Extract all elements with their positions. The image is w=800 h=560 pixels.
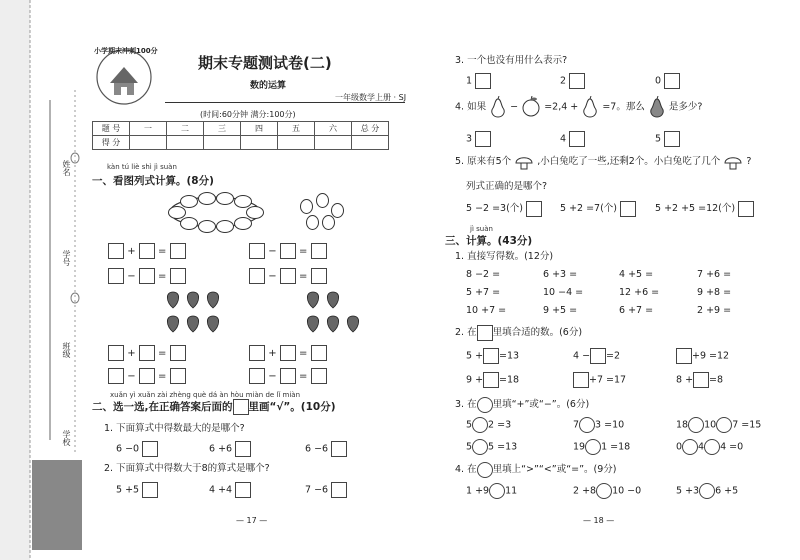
eq-row2-left	[108, 268, 186, 284]
score-cell[interactable]	[352, 136, 389, 150]
answer-checkbox[interactable]	[569, 131, 585, 147]
compare-item	[573, 483, 641, 499]
q2-1-option-c	[305, 441, 347, 457]
answer-checkbox[interactable]	[475, 73, 491, 89]
calc-item: 9 +8 =	[697, 287, 732, 298]
mushroom-icon	[723, 154, 743, 170]
sign-c: 7 =15	[732, 419, 762, 431]
score-cell[interactable]	[315, 136, 352, 150]
answer-box[interactable]	[280, 243, 296, 259]
q5-option-b	[560, 200, 636, 217]
compare-item	[676, 483, 738, 499]
left-page-number: — 17 —	[236, 516, 268, 525]
section3-sub4	[455, 461, 616, 478]
equals: =	[157, 371, 167, 382]
fill-item	[573, 348, 620, 364]
score-cell[interactable]	[167, 136, 204, 150]
sign-item	[676, 439, 743, 455]
score-cell[interactable]	[130, 136, 167, 150]
egg-icon	[316, 193, 329, 208]
score-header-cell: 四	[241, 122, 278, 136]
score-header-cell: 一	[130, 122, 167, 136]
answer-box[interactable]	[573, 372, 589, 388]
mushroom-icon	[514, 154, 534, 170]
calc-item: 9 +5 =	[543, 305, 578, 316]
operator: +	[127, 246, 136, 257]
operator: −	[127, 271, 136, 282]
answer-box[interactable]	[249, 268, 265, 284]
answer-checkbox[interactable]	[526, 201, 542, 217]
cmp-a: 1 +9	[466, 485, 490, 497]
answer-checkbox[interactable]	[331, 441, 347, 457]
answer-circle[interactable]	[489, 483, 505, 499]
sign-a: 5	[466, 419, 473, 431]
right-page-number: — 18 —	[583, 516, 615, 525]
sign-item	[573, 439, 630, 455]
egg-icon	[306, 215, 319, 230]
answer-checkbox[interactable]	[620, 201, 636, 217]
sidebar-decoration	[0, 0, 85, 560]
option-text: 6 −6	[305, 443, 329, 455]
equals: =	[298, 348, 308, 359]
q2-1-option-a	[116, 441, 158, 457]
question-2-2: 2. 下面算式中得数大于8的算式是哪个?	[104, 463, 270, 474]
egg-icon	[180, 217, 198, 230]
answer-checkbox[interactable]	[331, 482, 347, 498]
sign-a: 19	[573, 441, 586, 453]
operator: −	[127, 371, 136, 382]
section3-pinyin: jì suàn	[470, 225, 493, 233]
option-text: 4 +4	[209, 484, 233, 496]
sign-a: 5	[466, 441, 473, 453]
sub2-text: 里填合适的数。(6分)	[492, 327, 583, 338]
calc-item: 10 +7 =	[466, 305, 507, 316]
answer-circle[interactable]	[704, 439, 720, 455]
apple-icon	[521, 96, 541, 118]
score-cell[interactable]	[204, 136, 241, 150]
q5-subquestion: 列式正确的是哪个?	[466, 181, 548, 192]
answer-box[interactable]	[693, 372, 709, 388]
option-text: 5 +2 +5 =12(个)	[655, 203, 736, 214]
sub4-text: 4. 在	[455, 464, 477, 475]
option-text: 7 −6	[305, 484, 329, 496]
fill-pre: 9 +	[466, 374, 484, 386]
answer-checkbox[interactable]	[664, 73, 680, 89]
cmp-a: 5 +3	[676, 485, 700, 497]
sign-a: 18	[676, 419, 689, 431]
grade-label: 一年级数学上册 · SJ	[335, 93, 407, 102]
sign-item	[676, 417, 761, 433]
option-text: 3	[466, 133, 473, 145]
page-title: 期末专题测试卷(二)	[198, 54, 332, 72]
egg-icon	[246, 206, 264, 219]
fill-post: =2	[606, 350, 621, 362]
option-text: 1	[466, 75, 473, 87]
pear-icon	[581, 96, 599, 118]
egg-icon	[322, 215, 335, 230]
answer-checkbox[interactable]	[235, 482, 251, 498]
answer-box[interactable]	[108, 243, 124, 259]
q4-text: =7。那么	[602, 101, 645, 113]
time-info: (时间:60分钟 满分:100分)	[200, 110, 296, 119]
answer-checkbox[interactable]	[664, 131, 680, 147]
calc-item: 8 −2 =	[466, 269, 501, 280]
egg-icon	[198, 220, 216, 233]
answer-checkbox[interactable]	[738, 201, 754, 217]
answer-circle[interactable]	[472, 417, 488, 433]
eggs-group-picture	[298, 193, 348, 233]
answer-circle[interactable]	[596, 483, 612, 499]
answer-circle[interactable]	[472, 439, 488, 455]
option-text: 5 +2 =7(个)	[560, 203, 618, 214]
answer-checkbox[interactable]	[475, 131, 491, 147]
answer-checkbox[interactable]	[142, 441, 158, 457]
fill-item	[466, 372, 519, 388]
sub4-text: 里填上“>”“<”或“=”。(9分)	[492, 464, 617, 475]
side-label-id: 学号	[62, 250, 71, 266]
answer-box[interactable]	[139, 345, 155, 361]
answer-checkbox[interactable]	[235, 441, 251, 457]
answer-box[interactable]	[139, 368, 155, 384]
answer-box[interactable]	[249, 345, 265, 361]
option-text: 4	[560, 133, 567, 145]
q5-option-c	[655, 200, 754, 217]
answer-box[interactable]	[311, 243, 327, 259]
sign-item	[573, 417, 624, 433]
answer-box[interactable]	[108, 268, 124, 284]
section3-sub2	[455, 324, 582, 341]
pear-icon	[489, 96, 507, 118]
option-text: 5 −2 =3(个)	[466, 203, 524, 214]
cmp-b: 10 −0	[612, 485, 642, 497]
q5-text: ,小白兔吃了一些,还剩2个。小白兔吃了几个	[537, 156, 721, 167]
calc-item: 2 +9 =	[697, 305, 732, 316]
side-label-class: 班级	[62, 342, 71, 358]
fill-post: =18	[499, 374, 520, 386]
eggs-loop-picture	[165, 192, 265, 232]
sign-item	[466, 439, 517, 455]
fill-item	[676, 348, 729, 364]
answer-box[interactable]	[280, 268, 296, 284]
q2-2-option-b	[209, 482, 251, 498]
answer-box[interactable]	[676, 348, 692, 364]
eq-row4-right	[249, 368, 327, 384]
sign-b: 4	[698, 441, 705, 453]
egg-icon	[331, 203, 344, 218]
cmp-b: 6 +5	[715, 485, 739, 497]
sign-b: 1 =18	[601, 441, 631, 453]
answer-circle[interactable]	[688, 417, 704, 433]
eq-row2-right	[249, 268, 327, 284]
side-label-school: 学校	[62, 430, 71, 446]
q3-option-c	[655, 73, 680, 89]
side-label-name: 姓名	[62, 160, 71, 176]
calc-item: 12 +6 =	[619, 287, 660, 298]
fill-post: +7 =17	[589, 374, 627, 386]
sign-b: 2 =3	[488, 419, 512, 431]
equals: =	[298, 246, 308, 257]
calc-item: 6 +7 =	[619, 305, 654, 316]
eq-row3-left	[108, 345, 186, 361]
answer-box[interactable]	[483, 372, 499, 388]
option-text: 5	[655, 133, 662, 145]
operator: +	[127, 348, 136, 359]
answer-box[interactable]	[280, 345, 296, 361]
answer-circle[interactable]	[579, 417, 595, 433]
answer-box[interactable]	[108, 345, 124, 361]
answer-box[interactable]	[170, 243, 186, 259]
egg-icon	[300, 199, 313, 214]
sign-a: 0	[676, 441, 683, 453]
q5-text: ?	[746, 156, 752, 167]
answer-box[interactable]	[311, 345, 327, 361]
q5-text: 5. 原来有5个	[455, 156, 512, 167]
calc-item: 7 +6 =	[697, 269, 732, 280]
answer-checkbox[interactable]	[142, 482, 158, 498]
section2-title-part1: 二、选一选,在正确答案后面的	[92, 401, 233, 413]
section2-title-part2: 里画“√”。(10分)	[248, 401, 336, 413]
sign-b: 5 =13	[488, 441, 518, 453]
brand-logo	[92, 45, 157, 105]
section1-title: 一、看图列式计算。(8分)	[92, 175, 214, 187]
answer-box[interactable]	[108, 368, 124, 384]
q4-text: 4. 如果	[455, 101, 487, 113]
sign-c: 4 =0	[720, 441, 744, 453]
q5-option-a	[466, 200, 542, 217]
sub3-text: 里填“+”或“−”。(6分)	[492, 399, 590, 410]
option-text: 6 +6	[209, 443, 233, 455]
equals: =	[298, 271, 308, 282]
fill-post: =13	[499, 350, 520, 362]
score-header-cell: 六	[315, 122, 352, 136]
egg-icon	[198, 192, 216, 205]
q4-text: −	[510, 101, 519, 113]
score-header-cell: 总 分	[352, 122, 389, 136]
operator: −	[268, 246, 277, 257]
answer-box[interactable]	[170, 345, 186, 361]
question-2-1: 1. 下面算式中得数最大的是哪个?	[104, 423, 245, 434]
equals: =	[157, 246, 167, 257]
fill-post: =8	[709, 374, 724, 386]
circle-symbol	[477, 397, 493, 413]
sign-b: 10	[704, 419, 717, 431]
eq-row1-left	[108, 243, 186, 259]
answer-circle[interactable]	[682, 439, 698, 455]
operator: −	[268, 371, 277, 382]
answer-box[interactable]	[249, 368, 265, 384]
calc-item: 4 +5 =	[619, 269, 654, 280]
q4-option-b	[560, 131, 585, 147]
calc-item: 10 −4 =	[543, 287, 584, 298]
answer-box[interactable]	[170, 368, 186, 384]
score-header-cell: 五	[278, 122, 315, 136]
sub3-text: 3. 在	[455, 399, 477, 410]
pear-icon	[648, 96, 666, 118]
strawberry-icon	[305, 288, 365, 338]
compare-item	[466, 483, 517, 499]
logo-text: 小学期末冲刺100分	[94, 47, 158, 55]
question-q3: 3. 一个也没有用什么表示?	[455, 55, 568, 66]
answer-box[interactable]	[139, 268, 155, 284]
strawberries-right-picture	[305, 288, 365, 338]
score-cell[interactable]	[278, 136, 315, 150]
section2-pinyin: xuǎn yì xuǎn zài zhèng què dá àn hòu miàn de lǐ miàn	[110, 391, 301, 399]
egg-icon	[234, 217, 252, 230]
q3-option-a	[466, 73, 491, 89]
option-text: 2	[560, 75, 567, 87]
question-q5	[455, 153, 751, 171]
section2-title	[92, 399, 336, 415]
strawberry-icon	[165, 288, 245, 338]
egg-icon	[180, 195, 198, 208]
score-header-cell: 题 号	[93, 122, 130, 136]
answer-circle[interactable]	[699, 483, 715, 499]
answer-box[interactable]	[483, 348, 499, 364]
answer-box[interactable]	[249, 243, 265, 259]
answer-box[interactable]	[170, 268, 186, 284]
operator: +	[268, 348, 277, 359]
eq-row1-right	[249, 243, 327, 259]
cmp-a: 2 +8	[573, 485, 597, 497]
answer-box[interactable]	[311, 368, 327, 384]
answer-circle[interactable]	[585, 439, 601, 455]
binding-sidebar	[0, 0, 85, 560]
answer-circle[interactable]	[716, 417, 732, 433]
answer-box[interactable]	[311, 268, 327, 284]
calc-item: 6 +3 =	[543, 269, 578, 280]
fill-post: +9 =12	[692, 350, 730, 362]
q4-text: 是多少?	[668, 101, 703, 113]
eq-row4-left	[108, 368, 186, 384]
equals: =	[157, 271, 167, 282]
score-row-label: 得 分	[93, 136, 130, 150]
fill-item	[466, 348, 519, 364]
option-text: 0	[655, 75, 662, 87]
q3-option-b	[560, 73, 585, 89]
egg-icon	[216, 220, 234, 233]
cmp-b: 11	[505, 485, 518, 497]
sub2-text: 2. 在	[455, 327, 477, 338]
score-table-score-row	[93, 136, 389, 150]
q2-2-option-c	[305, 482, 347, 498]
answer-box[interactable]	[280, 368, 296, 384]
answer-box[interactable]	[590, 348, 606, 364]
section3-sub1: 1. 直接写得数。(12分)	[455, 251, 554, 262]
option-text: 5 +5	[116, 484, 140, 496]
fill-item	[676, 372, 723, 388]
answer-checkbox[interactable]	[569, 73, 585, 89]
sign-a: 7	[573, 419, 580, 431]
operator: −	[268, 271, 277, 282]
egg-icon	[216, 192, 234, 205]
q4-option-a	[466, 131, 491, 147]
checkbox-symbol	[233, 399, 249, 415]
answer-box[interactable]	[139, 243, 155, 259]
q4-option-c	[655, 131, 680, 147]
score-table	[92, 121, 389, 150]
fill-item	[573, 372, 626, 388]
circle-symbol	[477, 462, 493, 478]
fill-pre: 5 +	[466, 350, 484, 362]
equals: =	[157, 348, 167, 359]
q2-1-option-b	[209, 441, 251, 457]
page-subtitle: 数的运算	[250, 81, 287, 91]
sign-item	[466, 417, 511, 433]
eq-row3-right	[249, 345, 327, 361]
fill-pre: 4 −	[573, 350, 591, 362]
strawberries-left-picture	[165, 288, 245, 338]
section1-pinyin: kàn tú liè shì jì suàn	[107, 163, 177, 171]
sign-b: 3 =10	[595, 419, 625, 431]
section3-sub3	[455, 396, 589, 413]
question-q4	[455, 96, 702, 119]
q2-2-option-a	[116, 482, 158, 498]
q4-text: =2,4 +	[544, 101, 579, 113]
score-header-cell: 三	[204, 122, 241, 136]
score-header-cell: 二	[167, 122, 204, 136]
equals: =	[298, 371, 308, 382]
box-symbol	[477, 325, 493, 341]
score-table-header-row	[93, 122, 389, 136]
option-text: 6 −0	[116, 443, 140, 455]
fill-pre: 8 +	[676, 374, 694, 386]
score-cell[interactable]	[241, 136, 278, 150]
calc-item: 5 +7 =	[466, 287, 501, 298]
section3-title: 三、计算。(43分)	[445, 235, 533, 247]
